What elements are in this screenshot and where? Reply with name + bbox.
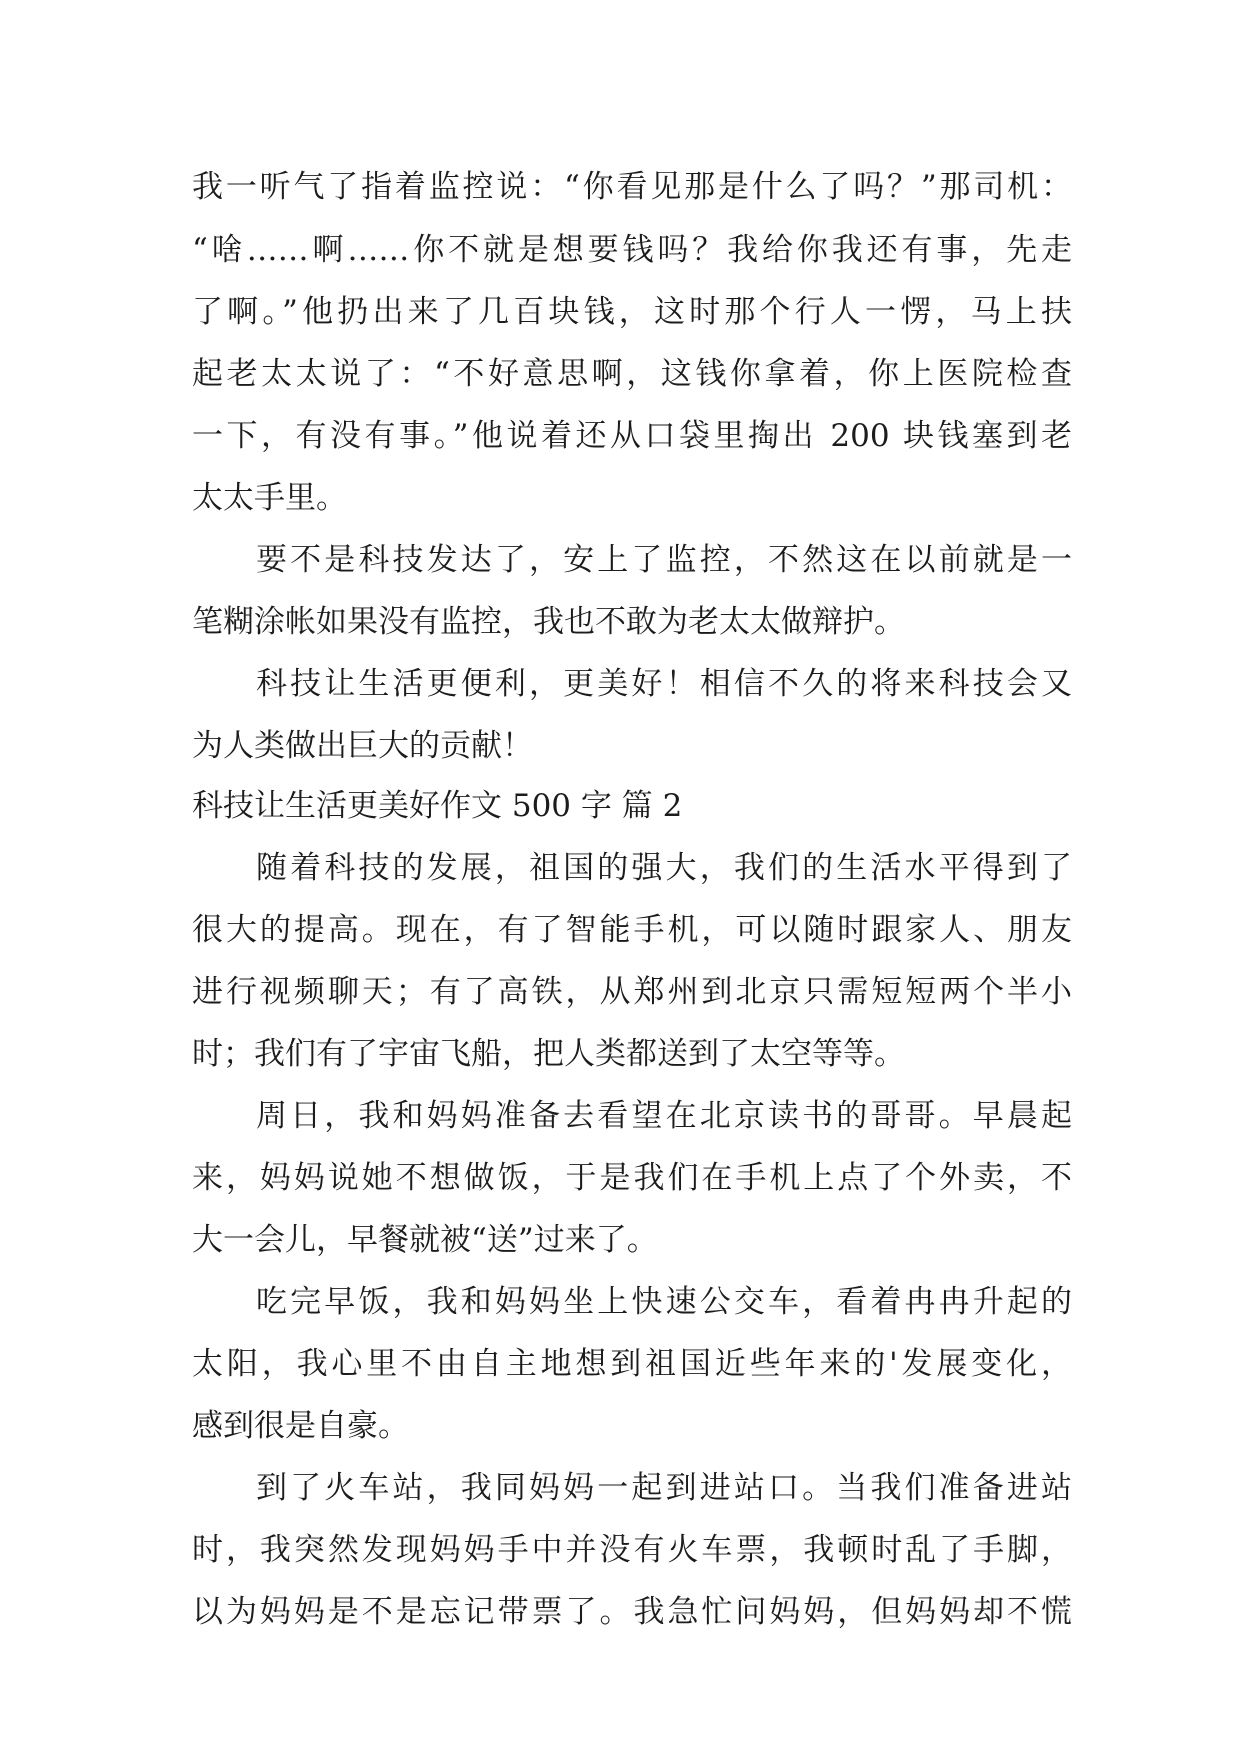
text-line: “啥……啊……你不就是想要钱吗？我给你我还有事，先走 xyxy=(192,232,1072,268)
paragraph-first-line: 周日，我和妈妈准备去看望在北京读书的哥哥。早晨起 xyxy=(256,1098,1072,1134)
text-line: 了啊。”他扔出来了几百块钱，这时那个行人一愣，马上扶 xyxy=(192,294,1072,330)
section-heading: 科技让生活更美好作文 500 字 篇 2 xyxy=(192,788,683,824)
text-line: 很大的提高。现在，有了智能手机，可以随时跟家人、朋友 xyxy=(192,912,1072,948)
text-line: 太太手里。 xyxy=(192,480,347,516)
paragraph-first-line: 要不是科技发达了，安上了监控，不然这在以前就是一 xyxy=(256,542,1072,578)
text-line: 感到很是自豪。 xyxy=(192,1408,409,1444)
text-line: 大一会儿，早餐就被“送”过来了。 xyxy=(192,1222,658,1258)
text-line: 一下，有没有事。”他说着还从口袋里掏出 200 块钱塞到老 xyxy=(192,418,1072,454)
text-line: 笔糊涂帐如果没有监控，我也不敢为老太太做辩护。 xyxy=(192,604,905,640)
text-line: 为人类做出巨大的贡献！ xyxy=(192,728,533,764)
paragraph-first-line: 吃完早饭，我和妈妈坐上快速公交车，看着冉冉升起的 xyxy=(256,1284,1072,1320)
text-line: 我一听气了指着监控说：“你看见那是什么了吗？”那司机： xyxy=(192,169,1072,205)
text-line: 来，妈妈说她不想做饭，于是我们在手机上点了个外卖，不 xyxy=(192,1160,1072,1196)
paragraph-first-line: 到了火车站，我同妈妈一起到进站口。当我们准备进站 xyxy=(256,1470,1072,1506)
text-line: 时，我突然发现妈妈手中并没有火车票，我顿时乱了手脚， xyxy=(192,1532,1072,1568)
paragraph-first-line: 科技让生活更便利，更美好！相信不久的将来科技会又 xyxy=(256,666,1072,702)
text-line: 时；我们有了宇宙飞船，把人类都送到了太空等等。 xyxy=(192,1036,905,1072)
text-line: 进行视频聊天；有了高铁，从郑州到北京只需短短两个半小 xyxy=(192,974,1072,1010)
text-line: 以为妈妈是不是忘记带票了。我急忙问妈妈，但妈妈却不慌 xyxy=(192,1594,1072,1630)
text-line: 起老太太说了：“不好意思啊，这钱你拿着，你上医院检查 xyxy=(192,356,1072,392)
paragraph-first-line: 随着科技的发展，祖国的强大，我们的生活水平得到了 xyxy=(256,850,1072,886)
text-line: 太阳，我心里不由自主地想到祖国近些年来的'发展变化， xyxy=(192,1346,1072,1382)
